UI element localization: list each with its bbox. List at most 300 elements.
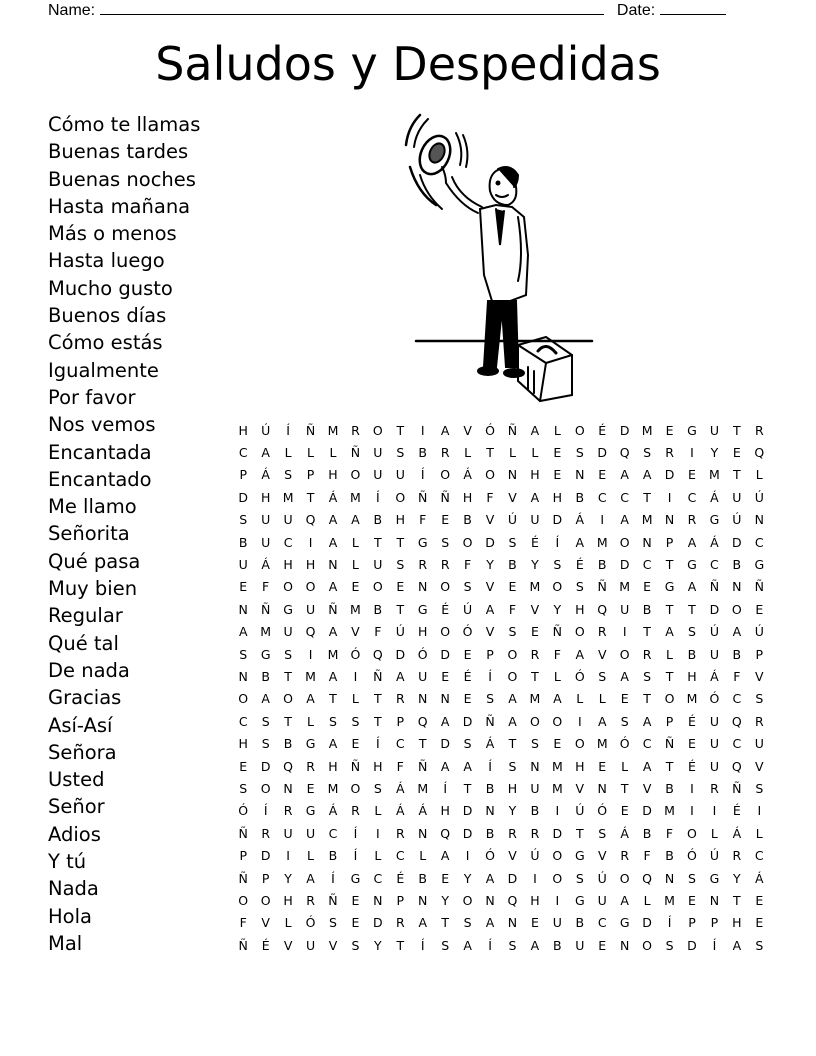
grid-letter[interactable]: G xyxy=(417,601,428,617)
grid-letter[interactable]: Á xyxy=(485,736,495,752)
grid-letter[interactable]: C xyxy=(754,534,764,550)
grid-letter[interactable]: S xyxy=(441,534,450,550)
grid-letter[interactable]: E xyxy=(530,915,539,931)
grid-letter[interactable]: S xyxy=(688,624,696,640)
grid-letter[interactable]: O xyxy=(260,892,271,908)
grid-letter[interactable]: A xyxy=(620,668,629,684)
grid-letter[interactable]: R xyxy=(530,825,540,841)
grid-letter[interactable]: N xyxy=(485,892,495,908)
grid-letter[interactable]: B xyxy=(373,512,383,528)
grid-letter[interactable]: A xyxy=(328,512,338,528)
grid-letter[interactable]: D xyxy=(260,848,271,864)
grid-letter[interactable]: L xyxy=(553,668,561,684)
grid-letter[interactable]: A xyxy=(732,624,742,640)
grid-letter[interactable]: O xyxy=(283,579,294,595)
grid-letter[interactable]: O xyxy=(440,467,451,483)
grid-letter[interactable]: M xyxy=(641,422,653,438)
grid-letter[interactable]: V xyxy=(597,646,607,662)
grid-letter[interactable]: A xyxy=(440,422,450,438)
grid-letter[interactable]: L xyxy=(351,534,359,550)
grid-letter[interactable]: D xyxy=(597,445,608,461)
grid-letter[interactable]: S xyxy=(463,915,472,931)
grid-letter[interactable]: T xyxy=(396,422,405,438)
grid-letter[interactable]: L xyxy=(621,758,629,774)
grid-letter[interactable]: R xyxy=(395,825,405,841)
grid-letter[interactable]: Á xyxy=(328,803,338,819)
grid-letter[interactable]: I xyxy=(420,422,425,438)
grid-letter[interactable]: B xyxy=(485,780,495,796)
grid-letter[interactable]: L xyxy=(374,848,382,864)
grid-letter[interactable]: S xyxy=(463,736,472,752)
grid-letter[interactable]: Ó xyxy=(462,624,473,640)
grid-letter[interactable]: Ñ xyxy=(328,601,338,617)
grid-letter[interactable]: D xyxy=(552,825,563,841)
grid-letter[interactable]: E xyxy=(598,467,607,483)
grid-letter[interactable]: B xyxy=(373,601,383,617)
grid-letter[interactable]: G xyxy=(574,848,585,864)
grid-letter[interactable]: S xyxy=(508,937,517,953)
grid-letter[interactable]: O xyxy=(372,579,383,595)
grid-letter[interactable]: M xyxy=(305,668,316,684)
grid-letter[interactable]: E xyxy=(553,445,562,461)
grid-letter[interactable]: I xyxy=(353,668,358,684)
grid-letter[interactable]: R xyxy=(754,422,764,438)
grid-letter[interactable]: L xyxy=(329,445,337,461)
grid-letter[interactable]: I xyxy=(712,803,717,819)
grid-letter[interactable]: E xyxy=(688,892,696,908)
grid-letter[interactable]: Ñ xyxy=(597,579,607,595)
grid-letter[interactable]: B xyxy=(665,780,674,796)
grid-letter[interactable]: N xyxy=(418,579,428,595)
grid-letter[interactable]: A xyxy=(328,579,338,595)
grid-letter[interactable]: S xyxy=(575,579,584,595)
grid-letter[interactable]: T xyxy=(396,534,405,550)
grid-letter[interactable]: Ñ xyxy=(305,422,316,438)
grid-letter[interactable]: D xyxy=(642,915,652,931)
grid-letter[interactable]: H xyxy=(260,489,271,505)
grid-letter[interactable]: Ñ xyxy=(260,601,271,617)
grid-letter[interactable]: U xyxy=(418,668,428,684)
grid-letter[interactable]: Í xyxy=(420,937,425,953)
grid-letter[interactable]: N xyxy=(283,780,293,796)
grid-letter[interactable]: S xyxy=(284,467,293,483)
grid-letter[interactable]: Í xyxy=(331,870,335,886)
grid-letter[interactable]: C xyxy=(395,848,405,864)
grid-letter[interactable]: P xyxy=(665,534,674,550)
grid-letter[interactable]: A xyxy=(575,646,585,662)
grid-letter[interactable]: P xyxy=(486,646,494,662)
grid-letter[interactable]: C xyxy=(238,445,248,461)
grid-letter[interactable]: Ó xyxy=(417,646,428,662)
grid-letter[interactable]: Ú xyxy=(463,601,473,617)
grid-letter[interactable]: C xyxy=(238,713,248,729)
grid-letter[interactable]: D xyxy=(440,646,450,662)
grid-letter[interactable]: I xyxy=(690,803,694,819)
grid-letter[interactable]: R xyxy=(642,646,652,662)
grid-letter[interactable]: E xyxy=(306,780,315,796)
grid-letter[interactable]: N xyxy=(530,758,540,774)
grid-letter[interactable]: O xyxy=(462,892,473,908)
grid-letter[interactable]: Ñ xyxy=(440,489,450,505)
grid-letter[interactable]: N xyxy=(507,915,518,931)
grid-letter[interactable]: Í xyxy=(353,848,358,864)
grid-letter[interactable]: H xyxy=(328,758,338,774)
grid-letter[interactable]: A xyxy=(642,467,652,483)
grid-letter[interactable]: Ó xyxy=(574,668,585,684)
grid-letter[interactable]: L xyxy=(351,691,359,707)
grid-letter[interactable]: U xyxy=(552,915,562,931)
grid-letter[interactable]: A xyxy=(732,937,742,953)
grid-letter[interactable]: F xyxy=(486,489,494,505)
grid-letter[interactable]: T xyxy=(508,736,517,752)
grid-letter[interactable]: P xyxy=(306,467,315,483)
grid-letter[interactable]: R xyxy=(508,825,517,841)
grid-letter[interactable]: A xyxy=(553,691,562,707)
grid-letter[interactable]: M xyxy=(709,467,720,483)
grid-letter[interactable]: S xyxy=(688,870,696,886)
grid-letter[interactable]: B xyxy=(553,937,562,953)
grid-letter[interactable]: O xyxy=(372,422,383,438)
grid-letter[interactable]: Ú xyxy=(395,624,405,640)
grid-letter[interactable]: U xyxy=(283,512,293,528)
grid-letter[interactable]: O xyxy=(574,422,585,438)
grid-letter[interactable]: Á xyxy=(710,668,719,684)
grid-letter[interactable]: Á xyxy=(575,512,585,528)
grid-letter[interactable]: O xyxy=(687,825,697,841)
grid-letter[interactable]: M xyxy=(417,780,429,796)
grid-letter[interactable]: U xyxy=(709,758,719,774)
grid-letter[interactable]: M xyxy=(327,646,339,662)
grid-letter[interactable]: V xyxy=(642,780,652,796)
grid-letter[interactable]: M xyxy=(686,691,698,707)
grid-letter[interactable]: R xyxy=(395,691,405,707)
grid-letter[interactable]: Í xyxy=(376,489,380,505)
grid-letter[interactable]: O xyxy=(731,601,742,617)
grid-letter[interactable]: S xyxy=(329,713,337,729)
grid-letter[interactable]: M xyxy=(529,691,541,707)
grid-letter[interactable]: Ú xyxy=(754,624,764,640)
grid-letter[interactable]: S xyxy=(620,713,629,729)
grid-letter[interactable]: I xyxy=(555,803,560,819)
grid-letter[interactable]: T xyxy=(374,534,382,550)
grid-letter[interactable]: P xyxy=(710,915,719,931)
grid-letter[interactable]: Ó xyxy=(687,848,697,864)
grid-letter[interactable]: Y xyxy=(531,557,539,573)
grid-letter[interactable]: G xyxy=(664,579,675,595)
grid-letter[interactable]: R xyxy=(665,445,674,461)
grid-letter[interactable]: B xyxy=(530,803,540,819)
grid-letter[interactable]: É xyxy=(396,870,405,886)
grid-letter[interactable]: E xyxy=(351,579,360,595)
grid-letter[interactable]: D xyxy=(485,534,495,550)
grid-letter[interactable]: E xyxy=(665,422,674,438)
grid-letter[interactable]: L xyxy=(284,915,292,931)
grid-letter[interactable]: C xyxy=(732,736,742,752)
grid-letter[interactable]: A xyxy=(261,691,270,707)
grid-letter[interactable]: S xyxy=(261,736,270,752)
grid-letter[interactable]: S xyxy=(508,624,517,640)
grid-letter[interactable]: Ñ xyxy=(373,668,383,684)
grid-letter[interactable]: Á xyxy=(328,489,338,505)
grid-letter[interactable]: L xyxy=(307,445,315,461)
grid-letter[interactable]: Ú xyxy=(732,512,742,528)
grid-letter[interactable]: I xyxy=(376,825,380,841)
grid-letter[interactable]: T xyxy=(665,668,674,684)
grid-letter[interactable]: A xyxy=(508,691,517,707)
grid-letter[interactable]: L xyxy=(755,825,763,841)
grid-letter[interactable]: C xyxy=(373,870,383,886)
grid-letter[interactable]: É xyxy=(732,803,741,819)
grid-letter[interactable]: Ñ xyxy=(732,780,742,796)
grid-letter[interactable]: U xyxy=(373,445,383,461)
grid-letter[interactable]: M xyxy=(596,534,608,550)
grid-letter[interactable]: I xyxy=(622,624,627,640)
grid-letter[interactable]: I xyxy=(308,534,313,550)
grid-letter[interactable]: Q xyxy=(731,713,742,729)
grid-letter[interactable]: T xyxy=(396,601,405,617)
grid-letter[interactable]: N xyxy=(418,825,428,841)
grid-letter[interactable]: E xyxy=(553,736,562,752)
grid-letter[interactable]: G xyxy=(350,870,361,886)
grid-letter[interactable]: T xyxy=(665,601,674,617)
grid-letter[interactable]: H xyxy=(462,489,473,505)
grid-letter[interactable]: Í xyxy=(488,937,492,953)
grid-letter[interactable]: A xyxy=(328,534,338,550)
grid-letter[interactable]: B xyxy=(597,557,607,573)
grid-letter[interactable]: Y xyxy=(374,937,382,953)
grid-letter[interactable]: A xyxy=(306,691,315,707)
grid-letter[interactable]: Í xyxy=(263,803,268,819)
grid-letter[interactable]: O xyxy=(440,579,451,595)
grid-letter[interactable]: V xyxy=(485,624,495,640)
grid-letter[interactable]: H xyxy=(440,803,450,819)
grid-letter[interactable]: R xyxy=(351,422,360,438)
grid-letter[interactable]: T xyxy=(733,467,741,483)
grid-letter[interactable]: L xyxy=(755,467,763,483)
grid-letter[interactable]: B xyxy=(418,870,427,886)
grid-letter[interactable]: I xyxy=(600,512,605,528)
grid-letter[interactable]: O xyxy=(574,736,585,752)
grid-letter[interactable]: O xyxy=(462,534,473,550)
grid-letter[interactable]: R xyxy=(597,624,607,640)
grid-letter[interactable]: U xyxy=(305,825,316,841)
grid-letter[interactable]: N xyxy=(754,512,764,528)
grid-letter[interactable]: P xyxy=(239,467,247,483)
grid-letter[interactable]: E xyxy=(508,579,517,595)
grid-letter[interactable]: B xyxy=(665,848,674,864)
grid-letter[interactable]: Q xyxy=(619,445,630,461)
grid-letter[interactable]: L xyxy=(419,848,427,864)
grid-letter[interactable]: Í xyxy=(488,758,492,774)
grid-letter[interactable]: O xyxy=(664,691,675,707)
grid-letter[interactable]: S xyxy=(530,736,539,752)
grid-letter[interactable]: É xyxy=(261,937,270,953)
grid-letter[interactable]: S xyxy=(643,445,652,461)
grid-letter[interactable]: Í xyxy=(555,534,560,550)
grid-letter[interactable]: H xyxy=(575,758,585,774)
grid-letter[interactable]: Í xyxy=(376,736,380,752)
grid-letter[interactable]: E xyxy=(441,870,450,886)
grid-letter[interactable]: E xyxy=(351,892,360,908)
grid-letter[interactable]: L xyxy=(531,445,539,461)
grid-letter[interactable]: A xyxy=(597,713,607,729)
grid-letter[interactable]: O xyxy=(350,780,361,796)
grid-letter[interactable]: D xyxy=(462,713,473,729)
grid-letter[interactable]: N xyxy=(238,668,248,684)
grid-letter[interactable]: H xyxy=(238,422,248,438)
grid-letter[interactable]: A xyxy=(620,512,629,528)
grid-letter[interactable]: R xyxy=(395,915,405,931)
grid-letter[interactable]: Ñ xyxy=(664,736,675,752)
grid-letter[interactable]: U xyxy=(530,780,540,796)
grid-letter[interactable]: M xyxy=(327,780,339,796)
grid-letter[interactable]: Ñ xyxy=(754,579,764,595)
grid-letter[interactable]: E xyxy=(441,668,450,684)
grid-letter[interactable]: O xyxy=(350,467,361,483)
grid-letter[interactable]: P xyxy=(665,713,674,729)
grid-letter[interactable]: Q xyxy=(305,624,316,640)
grid-letter[interactable]: D xyxy=(709,601,720,617)
grid-letter[interactable]: E xyxy=(688,467,696,483)
grid-letter[interactable]: V xyxy=(530,601,540,617)
grid-letter[interactable]: R xyxy=(261,825,270,841)
grid-letter[interactable]: N xyxy=(664,512,675,528)
grid-letter[interactable]: R xyxy=(620,848,629,864)
grid-letter[interactable]: S xyxy=(463,579,472,595)
grid-letter[interactable]: Á xyxy=(396,780,405,796)
grid-letter[interactable]: S xyxy=(441,937,450,953)
grid-letter[interactable]: C xyxy=(620,489,630,505)
grid-letter[interactable]: U xyxy=(709,713,719,729)
grid-letter[interactable]: S xyxy=(396,445,405,461)
grid-letter[interactable]: É xyxy=(598,422,607,438)
grid-letter[interactable]: G xyxy=(619,915,630,931)
grid-letter[interactable]: F xyxy=(463,557,472,573)
grid-letter[interactable]: G xyxy=(574,892,585,908)
grid-letter[interactable]: A xyxy=(530,489,540,505)
grid-letter[interactable]: P xyxy=(688,915,696,931)
grid-letter[interactable]: F xyxy=(239,915,247,931)
grid-letter[interactable]: S xyxy=(239,646,248,662)
grid-letter[interactable]: A xyxy=(530,937,540,953)
grid-letter[interactable]: T xyxy=(306,489,315,505)
grid-letter[interactable]: Y xyxy=(710,445,719,461)
grid-letter[interactable]: O xyxy=(552,713,563,729)
grid-letter[interactable]: Y xyxy=(553,601,562,617)
grid-letter[interactable]: C xyxy=(710,557,719,573)
grid-letter[interactable]: Ñ xyxy=(350,445,361,461)
grid-letter[interactable]: Q xyxy=(507,892,518,908)
grid-letter[interactable]: C xyxy=(597,489,607,505)
grid-letter[interactable]: T xyxy=(688,601,696,617)
grid-letter[interactable]: R xyxy=(440,557,450,573)
grid-letter[interactable]: S xyxy=(351,713,360,729)
grid-letter[interactable]: A xyxy=(440,713,450,729)
grid-letter[interactable]: S xyxy=(598,668,607,684)
grid-letter[interactable]: B xyxy=(463,512,472,528)
grid-letter[interactable]: P xyxy=(396,892,405,908)
grid-letter[interactable]: V xyxy=(575,780,585,796)
grid-letter[interactable]: Q xyxy=(417,713,428,729)
grid-letter[interactable]: É xyxy=(688,713,696,729)
grid-letter[interactable]: R xyxy=(418,557,428,573)
grid-letter[interactable]: E xyxy=(396,579,405,595)
grid-letter[interactable]: A xyxy=(463,937,472,953)
grid-letter[interactable]: N xyxy=(507,467,518,483)
grid-letter[interactable]: A xyxy=(485,601,495,617)
grid-letter[interactable]: O xyxy=(305,579,316,595)
grid-letter[interactable]: N xyxy=(440,691,450,707)
grid-letter[interactable]: U xyxy=(395,467,405,483)
grid-letter[interactable]: S xyxy=(755,937,764,953)
grid-letter[interactable]: M xyxy=(282,489,294,505)
grid-letter[interactable]: D xyxy=(260,758,271,774)
grid-letter[interactable]: U xyxy=(261,534,271,550)
grid-letter[interactable]: Ñ xyxy=(238,825,248,841)
grid-letter[interactable]: B xyxy=(508,557,517,573)
grid-letter[interactable]: E xyxy=(732,445,741,461)
grid-letter[interactable]: Í xyxy=(667,915,672,931)
grid-letter[interactable]: T xyxy=(620,780,629,796)
grid-letter[interactable]: É xyxy=(688,758,696,774)
grid-letter[interactable]: S xyxy=(351,937,360,953)
grid-letter[interactable]: E xyxy=(620,691,629,707)
grid-letter[interactable]: O xyxy=(507,646,518,662)
grid-letter[interactable]: N xyxy=(664,870,675,886)
grid-letter[interactable]: Á xyxy=(710,534,719,550)
grid-letter[interactable]: B xyxy=(642,825,652,841)
grid-letter[interactable]: P xyxy=(261,870,270,886)
grid-letter[interactable]: M xyxy=(350,601,361,617)
grid-letter[interactable]: D xyxy=(238,489,249,505)
grid-letter[interactable]: Í xyxy=(443,780,447,796)
grid-letter[interactable]: T xyxy=(643,691,651,707)
grid-letter[interactable]: S xyxy=(373,780,382,796)
grid-letter[interactable]: U xyxy=(261,512,271,528)
grid-letter[interactable]: G xyxy=(709,512,720,528)
grid-letter[interactable]: S xyxy=(508,758,517,774)
grid-letter[interactable]: U xyxy=(305,601,316,617)
grid-letter[interactable]: A xyxy=(328,736,338,752)
grid-letter[interactable]: A xyxy=(642,713,652,729)
grid-letter[interactable]: U xyxy=(373,557,383,573)
grid-letter[interactable]: H xyxy=(418,624,428,640)
grid-letter[interactable]: R xyxy=(440,445,450,461)
grid-letter[interactable]: E xyxy=(351,736,360,752)
grid-letter[interactable]: B xyxy=(418,445,427,461)
grid-letter[interactable]: G xyxy=(305,803,316,819)
grid-letter[interactable]: V xyxy=(351,624,360,640)
grid-letter[interactable]: B xyxy=(575,489,585,505)
grid-letter[interactable]: A xyxy=(575,534,585,550)
grid-letter[interactable]: A xyxy=(485,915,495,931)
grid-letter[interactable]: A xyxy=(351,512,360,528)
grid-letter[interactable]: T xyxy=(396,937,405,953)
grid-letter[interactable]: A xyxy=(463,758,472,774)
grid-letter[interactable]: B xyxy=(687,646,697,662)
grid-letter[interactable]: S xyxy=(508,534,517,550)
grid-letter[interactable]: M xyxy=(551,758,563,774)
grid-letter[interactable]: E xyxy=(553,467,562,483)
grid-letter[interactable]: N xyxy=(485,803,495,819)
grid-letter[interactable]: N xyxy=(597,780,607,796)
grid-letter[interactable]: S xyxy=(486,691,494,707)
grid-letter[interactable]: F xyxy=(374,624,382,640)
grid-letter[interactable]: N xyxy=(418,892,428,908)
grid-letter[interactable]: E xyxy=(755,892,764,908)
grid-letter[interactable]: A xyxy=(508,713,517,729)
grid-letter[interactable]: L xyxy=(553,422,561,438)
